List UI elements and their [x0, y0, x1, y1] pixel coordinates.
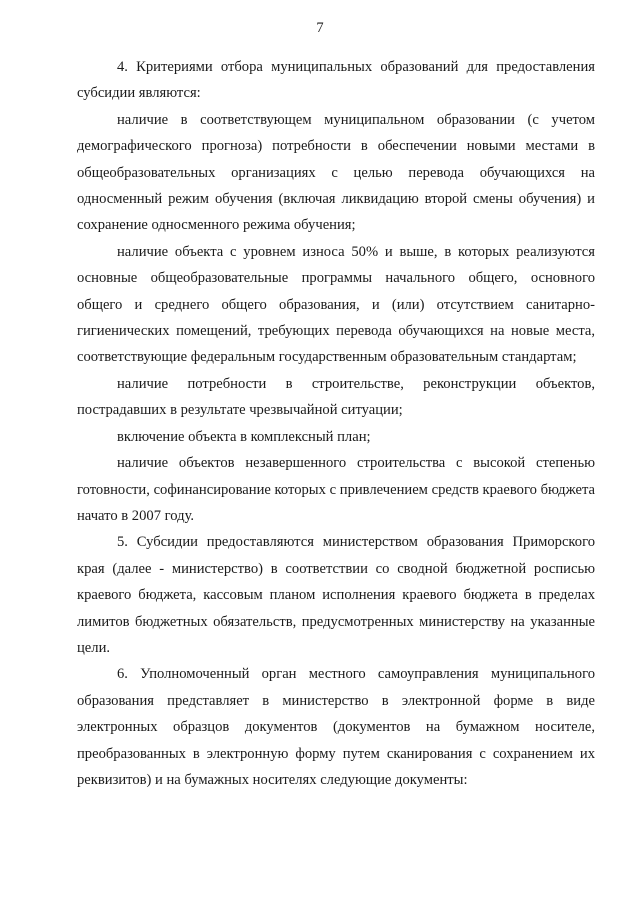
paragraph-documents-submission: 6. Уполномоченный орган местного самоуправления муниципального образования представляет в министерство в электронной форме в виде электронных образцов документов (документов на бумажном носителе, преобразованных в электронную форму путем сканирования с сохранением их реквизитов) и на бумажных носителях следующие документы: [77, 666, 595, 788]
paragraph-subsidies-provision: 5. Субсидии предоставляются министерством образования Приморского края (далее - министерство) в соответствии со сводной бюджетной росписью краевого бюджета, кассовым планом исполнения краевого бюджета в пределах лимитов бюджетных обязательств, предусмотренных министерству на указанные цели. [77, 534, 595, 656]
paragraph-criteria-intro: 4. Критериями отбора муниципальных образований для предоставления субсидии являются: [77, 59, 595, 102]
paragraph-criterion-unfinished-construction: наличие объектов незавершенного строительства с высокой степенью готовности, софинансирование которых с привлечением средств краевого бюджета начато в 2007 году. [77, 455, 595, 524]
paragraph-criterion-complex-plan: включение объекта в комплексный план; [117, 428, 371, 445]
page-number: 7 [316, 20, 324, 36]
paragraph-criterion-emergency: наличие потребности в строительстве, реконструкции объектов, пострадавших в результате чрезвычайной ситуации; [77, 375, 595, 419]
paragraph-criterion-wear-level: наличие объекта с уровнем износа 50% и выше, в которых реализуются основные общеобразовательные программы начального общего, основного общего и среднего общего образования, и (или) отсутствием санитарно-гигиенических помещений, требующих перевода обучающихся на новые места, соответствующие федеральным государственным образовательным стандартам; [77, 243, 595, 366]
paragraph-criterion-demographic-need: наличие в соответствующем муниципальном образовании (с учетом демографического прогноза) потребности в обеспечении новыми местами в общеобразовательных организациях с целью перевода обучающихся на односменный режим обучения (включая ликвидацию второй смены обучения) и сохранение односменного режима обучения; [77, 111, 595, 234]
document-body [77, 54, 595, 793]
